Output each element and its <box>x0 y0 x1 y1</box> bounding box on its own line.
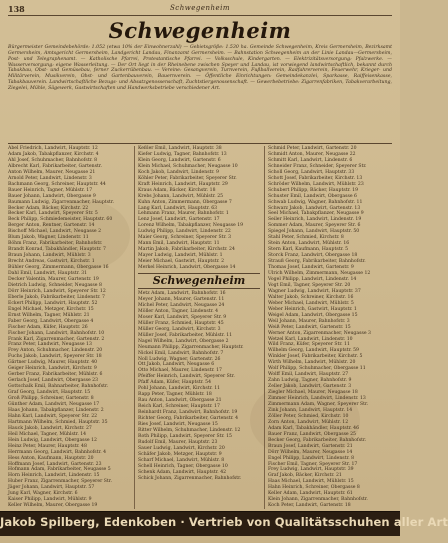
head-rule <box>8 15 392 16</box>
directory-entry: Dietrich Ludwig, Schneider, Neugasse 8 <box>8 282 102 288</box>
page-title: Schwegenheim <box>108 18 292 43</box>
directory-entry: Gottschalk Emil, Bahnarbeiter, Bahnhofstr. <box>8 384 109 390</box>
directory-entry: Klein Michael, Schuhmacher, Neugasse 10 <box>138 163 238 169</box>
directory-entry: Otto Michael, Maurer, Lindenstr. 17 <box>138 368 222 374</box>
directory-entry: Wolf Philipp, Schuhmacher, Obergasse 11 <box>268 366 366 372</box>
directory-entry: Ries Josef, Landwirt, Neugasse 15 <box>138 421 218 427</box>
running-head: Schwegenheim <box>169 4 231 12</box>
directory-entry: Schäfer Jakob, Metzger, Hauptstr. 9 <box>138 451 222 457</box>
directory-entry: Zink Johann, Landwirt, Hauptstr. 14 <box>268 407 353 413</box>
directory-entry: Rapp Peter, Tagner, Mühlstr. 18 <box>138 392 212 398</box>
directory-entry: Günther Adam, Landwirt, Neugasse 17 <box>8 401 100 407</box>
directory-entry: Pfeiffer Heinrich, Landwirt, Speyerer Str. <box>138 374 235 380</box>
directory-entry: Wolff Emil, Landwirt, Hauptstr. 27 <box>268 372 349 378</box>
directory-entry: Hauck Jakob, Landwirt, Kirchstr. 27 <box>8 425 92 431</box>
directory-entry: Bühler Georg, Zimmermann, Obergasse 16 <box>8 265 109 271</box>
directory-entry: Sommer Adam, Maurer, Speyerer Str. 6 <box>268 223 361 229</box>
directory-entry: Stern Karl, Kaufmann, Hauptstr. 5 <box>268 247 349 253</box>
directory-entry: Jäger Johann, Landwirt, Hauptstr. 57 <box>8 485 95 491</box>
directory-entry: Winkler Josef, Fabrikarbeiter, Kirchstr. 5 <box>268 354 363 360</box>
directory-entry: Bauer Johann, Landwirt, Obergasse 9 <box>8 193 96 199</box>
directory-entry: Zeller Jakob, Landwirt, Gartenstr. 3 <box>268 384 352 390</box>
directory-entry: Weiß Peter, Landwirt, Gartenstr. 15 <box>268 324 351 330</box>
directory-entry: Rau Anton, Landwirt, Obergasse 21 <box>138 398 222 404</box>
directory-entry: Weber Michael, Landwirt, Mühlstr. 5 <box>268 300 354 306</box>
directory-entry: Fischer Emil, Tagner, Speyerer Str. 17 <box>268 461 358 467</box>
directory-entry: Schuster Emil, Landwirt, Obergasse 6 <box>268 193 357 199</box>
directory-entry: Scholl Georg, Landwirt, Hauptstr. 33 <box>268 169 355 175</box>
directory-entry: Schenk Adam, Landwirt, Hauptstr. 42 <box>138 469 227 475</box>
directory-entry: Spiegel Johann, Landwirt, Hauptstr. 50 <box>268 229 360 235</box>
directory-entry: Braun Josef, Landwirt, Gartenstr. 21 <box>268 443 353 449</box>
directory-entry: Schubert Philipp, Bäcker, Hauptstr. 19 <box>268 187 359 193</box>
directory-entry: Heinz Peter, Maurer, Hauptstr. 48 <box>8 443 87 449</box>
directory-entry: Stein Anton, Landwirt, Mühlstr. 16 <box>268 241 350 247</box>
directory-entry: Hess Anton, Kaufmann, Hauptstr. 20 <box>8 455 94 461</box>
intro-rule <box>8 143 392 144</box>
directory-entry: Vogel Philipp, Landwirt, Lindenstr. 14 <box>268 276 357 282</box>
directory-entry: Zimmer Heinrich, Landwirt, Lindenstr. 13 <box>268 396 366 402</box>
directory-entry: Schwarz Jakob, Landwirt, Gartenstr. 13 <box>268 205 361 211</box>
directory-entry: Kiefer Ludwig, Tagner, Bahnhofstr. 13 <box>138 151 227 157</box>
directory-entry: Frey Anton, Schuhmacher, Lindenstr. 20 <box>8 348 103 354</box>
column-3 <box>268 146 390 509</box>
directory-entry: Fischer Johann, Landwirt, Bahnhofstr. 10 <box>8 330 105 336</box>
directory-entry: Schott Josef, Fabrikarbeiter, Kirchstr. 13 <box>268 175 363 181</box>
directory-entry: Frey Ludwig, Landwirt, Hauptstr. 39 <box>268 467 354 473</box>
directory-entry: Lenz Josef, Landwirt, Gartenstr. 17 <box>138 217 220 223</box>
directory-entry: Nagel Wilhelm, Landwirt, Obergasse 2 <box>138 338 229 344</box>
directory-entry: Gerber Franz, Fabrikarbeiter, Mühlstr. 6 <box>8 372 103 378</box>
advertisement-text: Jakob Spilberg, Edenkoben · Vertrieb von Qualitätsschuhen aller Art <box>0 515 448 529</box>
directory-entry: Gerlach Josef, Landwirt, Obergasse 23 <box>8 378 99 384</box>
directory-entry: Krebs Johann, Landwirt, Mühlstr. 25 <box>138 193 224 199</box>
directory-entry: Vogt Emil, Tagner, Speyerer Str. 20 <box>268 282 351 288</box>
directory-entry: Beck Philipp, Schmiedemeister, Hauptstr. 60 <box>8 217 113 223</box>
directory-entry: Lang Karl, Landwirt, Hauptstr. 63 <box>138 205 218 211</box>
directory-entry: Kaiser Philipp, Landwirt, Mühlstr. 9 <box>8 497 92 503</box>
directory-entry: Decker Valentin, Maurer, Gartenstr. 19 <box>8 276 99 282</box>
directory-entry: Bauer Heinrich, Tagner, Mühlstr. 17 <box>8 187 93 193</box>
directory-entry: Ahl Josef, Schuhmacher, Bahnhofstr. 8 <box>8 157 98 163</box>
directory-entry: Roth Philipp, Landwirt, Speyerer Str. 15 <box>138 433 232 439</box>
directory-entry: Hofmann Adam, Fabrikarbeiter, Neugasse 5 <box>8 467 111 473</box>
directory-entry: Müller Josef, Fabrikarbeiter, Mühlstr. 11 <box>138 332 233 338</box>
directory-entry: Merkel Heinrich, Landwirt, Obergasse 14 <box>138 265 236 271</box>
directory-entry: Maier Georg, Schreiner, Speyerer Str. 3 <box>138 235 232 241</box>
directory-entry: Ritter Wilhelm, Schuhmacher, Lindenstr. 12 <box>138 427 241 433</box>
directory-entry: Berger Anton, Rentner, Gartenstr. 14 <box>8 223 95 229</box>
intro-paragraph: Bürgermeister Gemeindebehörde: 1.052 (etwa 10% der Einwohnerzahl) — Gebietsgröße: 1.530 ha. Gemeinde Schwegenheim, Kreis Germersheim, Bezirksamt Germersheim, Amtsgericht Germersheim, Landgericht Landau, Finanzamt Germersheim. — Bahnstation Schwegenheim an der Linie Landau—Germersheim, Post- und Telegraphenamt. — Katholische Pfarrei, Protestantische Pfarrei. — Volksschule, Kindergarten. — Elektrizitätsversorgung: Pfalzwerke. — Wasserversorgung: eigene Wasserleitung. — Der Ort liegt in der Rheinebene zwischen Speyer und Landau, ist vorwiegend landwirtschaftlich, bekannt durch Tabakbau, Obst- und Gemüsebau, ferner Zuckerrübenbau. — Vereine: Gesangverein, Turnverein, Fußballverein, Radfahrerverein, Feuerwehr, Krieger- und Militärverein, Musikverein, Obst- und Gartenbauverein, Bauernverein. — Öffentliche Einrichtungen: Gemeindekanzlei, Sparkasse, Raiffeisenkasse, Tabakbauverein. Landwirtschaftliche Bezugs- und Absatzgenossenschaft, Zuchtstiergenossenschaft. — Gewerbebetriebe: Zigarrenfabriken, Tabakverarbeitung, Ziegelei, Mühle, Sägewerk, Gastwirtschaften und Handwerksbetriebe verschiedener Art. <box>8 45 392 91</box>
directory-entry: Horn Heinrich, Landwirt, Lindenstr. 15 <box>8 473 100 479</box>
directory-entry: Seel Michael, Tabakpflanzer, Neugasse 9 <box>268 211 364 217</box>
directory-entry: Reich Karl, Schreiner, Hauptstr. 17 <box>138 404 220 410</box>
directory-entry: Pfaff Adam, Küfer, Hauptstr. 54 <box>138 380 211 386</box>
directory-entry: Eckert Philipp, Landwirt, Hauptstr. 52 <box>8 300 98 306</box>
column-divider <box>264 146 265 509</box>
section-heading: Schwegenheim <box>138 273 260 289</box>
directory-entry: Becker Adam, Bäcker, Kirchstr. 22 <box>8 205 89 211</box>
directory-entry: Ott Jakob, Landwirt, Neugasse 6 <box>138 362 215 368</box>
directory-entry: Ulrich Wilhelm, Zimmermann, Neugasse 12 <box>268 271 371 277</box>
directory-entry: Kuhn Anton, Zimmermann, Obergasse 7 <box>138 199 232 205</box>
directory-entry: Brecht Andreas, Gastwirt, Kirchstr. 1 <box>8 259 95 265</box>
directory-entry: Haas Michael, Landwirt, Mühlstr. 15 <box>268 479 354 485</box>
directory-entry: Koch Jakob, Landwirt, Lindenstr. 9 <box>138 169 219 175</box>
directory-entry: Gärtner Ludwig, Maurer, Hauptstr. 40 <box>8 360 98 366</box>
directory-entry: Storck Franz, Landwirt, Obergasse 18 <box>268 253 358 259</box>
directory-entry: Lehmann Franz, Maurer, Bahnhofstr. 1 <box>138 211 229 217</box>
directory-entry: Kraus Adam, Bäcker, Kirchstr. 18 <box>138 187 216 193</box>
directory-entry: Huber Franz, Zigarrenmacher, Speyerer Str. <box>8 479 112 485</box>
directory-entry: Müller Franz, Schmied, Hauptstr. 45 <box>138 320 224 326</box>
directory-entry: Weigel Adam, Landwirt, Obergasse 15 <box>268 312 358 318</box>
directory-entry: Thomas Josef, Landwirt, Gartenstr. 9 <box>268 265 354 271</box>
directory-entry: Weil Johann, Maurer, Bahnhofstr. 3 <box>268 318 350 324</box>
directory-entry: Strauß Georg, Fabrikarbeiter, Bahnhofstr. <box>268 259 366 265</box>
directory-entry: Sauer Ludwig, Landwirt, Kirchstr. 20 <box>138 445 225 451</box>
directory-entry: Schell Heinrich, Tagner, Obergasse 10 <box>138 463 228 469</box>
directory-entry: Stahl Peter, Schmied, Kirchstr. 8 <box>268 235 344 241</box>
directory-entry: Brandt Konrad, Tabakhändler, Hauptstr. 7 <box>8 247 106 253</box>
directory-entry: Haas Johann, Tabakpflanzer, Lindenstr. 2 <box>8 407 104 413</box>
directory-entry: Groß Philipp, Schreiner, Gartenstr. 8 <box>8 396 94 402</box>
directory-entry: Nickel Emil, Landwirt, Bahnhofstr. 7 <box>138 350 224 356</box>
directory-entry: Arnold Peter, Landwirt, Lindenstr. 3 <box>8 175 92 181</box>
directory-entry: Herrmann Georg, Landwirt, Bahnhofstr. 4 <box>8 449 107 455</box>
column-1 <box>8 146 130 509</box>
directory-entry: Hartmann Wilhelm, Schmied, Hauptstr. 35 <box>8 419 108 425</box>
directory-entry: Weber Heinrich, Gastwirt, Hauptstr. 1 <box>268 306 357 312</box>
directory-entry: Scharf Michael, Landwirt, Mühlstr. 8 <box>138 457 225 463</box>
directory-entry: Hein Ludwig, Landwirt, Obergasse 12 <box>8 437 97 443</box>
directory-entry: Engel Philipp, Landwirt, Lindenstr. 8 <box>268 455 355 461</box>
directory-entry: Adam Jakob, Tabakpflanzer, Kirchstr. 4 <box>8 151 99 157</box>
directory-entry: Kraft Heinrich, Landwirt, Hauptstr. 29 <box>138 181 228 187</box>
directory-entry: Bachmann Georg, Schreiner, Hauptstr. 44 <box>8 181 106 187</box>
directory-entry: Neumann Philipp, Zigarrenmacher, Hauptstr. <box>138 344 244 350</box>
directory-entry: Graf Georg, Landwirt, Hauptstr. 15 <box>8 390 91 396</box>
directory-entry: Dörr Heinrich, Landwirt, Speyerer Str. 12 <box>8 288 106 294</box>
directory-entry: Wirth Wilhelm, Landwirt, Mühlstr. 20 <box>268 360 356 366</box>
directory-entry: Noll Ludwig, Wagner, Gartenstr. 26 <box>138 356 221 362</box>
directory-entry: Moser Karl, Landwirt, Speyerer Str. 9 <box>138 314 227 320</box>
directory-entry: Schmid Peter, Landwirt, Gartenstr. 20 <box>268 146 357 151</box>
directory-entry: Rudolf Emil, Maurer, Hauptstr. 23 <box>138 439 218 445</box>
directory-entry: Dahl Emil, Landwirt, Hauptstr. 31 <box>8 271 88 277</box>
column-divider <box>134 146 135 509</box>
directory-entry: Schmitt Karl, Landwirt, Lindenstr. 6 <box>268 157 353 163</box>
directory-entry: Bischoff Michael, Landwirt, Neugasse 2 <box>8 229 102 235</box>
directory-entry: Graf Jakob, Bäcker, Kirchstr. 21 <box>268 473 342 479</box>
directory-entry: Schmidt Anton, Maurer, Neugasse 22 <box>268 151 356 157</box>
directory-entry: Zahn Ludwig, Tagner, Bahnhofstr. 9 <box>268 378 352 384</box>
directory-entry: Wild Franz, Küfer, Speyerer Str. 11 <box>268 342 350 348</box>
directory-entry: Geiger Heinrich, Landwirt, Kirchstr. 9 <box>8 366 97 372</box>
directory-entry: Ludwig Philipp, Landwirt, Lindenstr. 22 <box>138 229 231 235</box>
directory-entry: Zorn Anton, Landwirt, Mühlstr. 12 <box>268 419 349 425</box>
directory-entry: Abel Friedrich, Landwirt, Hauptstr. 12 <box>8 146 98 151</box>
directory-entry: Keller Wilhelm, Maurer, Obergasse 19 <box>8 503 98 509</box>
directory-entry: Hahn Karl, Landwirt, Speyerer Str. 22 <box>8 413 98 419</box>
directory-entry: Keller Adam, Landwirt, Hauptstr. 61 <box>268 491 353 497</box>
directory-entry: Müller Georg, Landwirt, Kirchstr. 3 <box>138 326 221 332</box>
directory-entry: Richter Georg, Fabrikarbeiter, Gartenstr. 4 <box>138 416 238 422</box>
directory-entry: Zöller Peter, Schmied, Kirchstr. 10 <box>268 413 349 419</box>
directory-entry: Meier Michael, Gastwirt, Hauptstr. 2 <box>138 259 225 265</box>
directory-entry: Pohl Johann, Landwirt, Kirchstr. 11 <box>138 386 221 392</box>
directory-entry: Ziegler Michael, Maurer, Neugasse 18 <box>268 390 358 396</box>
directory-entry: Ernst Wilhelm, Tagner, Mühlstr. 21 <box>8 312 90 318</box>
directory-entry: Schröder Wilhelm, Landwirt, Mühlstr. 23 <box>268 181 364 187</box>
directory-entry: Bauer Franz, Landwirt, Obergasse 25 <box>268 431 356 437</box>
directory-entry: Klein Georg, Landwirt, Gartenstr. 6 <box>138 157 221 163</box>
directory-entry: Jung Karl, Wagner, Kirchstr. 6 <box>8 491 78 497</box>
directory-entry: Köhler Peter, Fabrikarbeiter, Speyerer Str. <box>138 175 237 181</box>
directory-entry: Dörr Wilhelm, Maurer, Neugasse 14 <box>268 449 353 455</box>
directory-entry: Frank Karl, Zigarrenmacher, Gartenstr. 2 <box>8 336 105 342</box>
directory-entry: Baumann Ludwig, Zigarrenmacher, Hauptstr. <box>8 199 114 205</box>
directory-entry: Blum Jakob, Wagner, Lindenstr. 11 <box>8 235 89 241</box>
directory-entry: Schwab Ludwig, Wagner, Bahnhofstr. 11 <box>268 199 363 205</box>
directory-entry: Becker Karl, Landwirt, Speyerer Str. 5 <box>8 211 98 217</box>
column-2 <box>138 146 260 509</box>
directory-entry: Meyer Johann, Maurer, Gartenstr. 11 <box>138 296 225 302</box>
directory-entry: Seiler Heinrich, Landwirt, Lindenstr. 19 <box>268 217 362 223</box>
directory-entry: Adam Karl, Tabakhändler, Hauptstr. 46 <box>268 425 360 431</box>
directory-entry: Werner Anton, Zigarrenmacher, Neugasse 3 <box>268 330 371 336</box>
directory-entry: Reinhardt Franz, Landwirt, Bahnhofstr. 19 <box>138 410 238 416</box>
directory-entry: Wagner Ludwig, Landwirt, Hauptstr. 37 <box>268 288 361 294</box>
directory-entry: Schick Johann, Zigarrenmacher, Bahnhofstr. <box>138 475 242 481</box>
directory-entry: Fuchs Jakob, Landwirt, Speyerer Str. 18 <box>8 354 102 360</box>
directory-entry: Eberle Jakob, Fabrikarbeiter, Lindenstr. 7 <box>8 294 105 300</box>
directory-entry: Fischer Adam, Küfer, Hauptstr. 26 <box>8 324 88 330</box>
directory-entry: Heil Michael, Tagner, Mühlstr. 14 <box>8 431 87 437</box>
directory-entry: Böhm Franz, Fabrikarbeiter, Bahnhofstr. <box>8 241 103 247</box>
page-number: 138 <box>8 4 25 14</box>
directory-entry: Braun Johann, Landwirt, Mühlstr. 3 <box>8 253 91 259</box>
directory-entry: Wetzel Karl, Landwirt, Lindenstr. 10 <box>268 336 353 342</box>
directory-entry: Engel Michael, Metzger, Kirchstr. 15 <box>8 306 94 312</box>
directory-entry: Zimmermann Adam, Wagner, Speyerer Str. <box>268 401 369 407</box>
directory-entry: Walter Jakob, Schreiner, Kirchstr. 16 <box>268 294 354 300</box>
directory-entry: Schneider Franz, Schneider, Speyerer Str. <box>268 163 367 169</box>
directory-entry: Anton Wilhelm, Maurer, Neugasse 21 <box>8 169 96 175</box>
directory-entry: Metz Adam, Landwirt, Bahnhofstr. 16 <box>138 291 226 297</box>
directory-entry: Michel Peter, Landwirt, Neugasse 24 <box>138 302 225 308</box>
directory-entry: Hahn Heinrich, Schreiner, Obergasse 8 <box>268 485 360 491</box>
directory-entry: Klein Johann, Zigarrenmacher, Bahnhofstr. <box>268 497 368 503</box>
directory-entry: Wilhelm Georg, Landwirt, Hauptstr. 59 <box>268 348 359 354</box>
directory-entry: Mayer Ludwig, Landwirt, Mühlstr. 1 <box>138 253 223 259</box>
directory-entry: Faber Georg, Landwirt, Obergasse 4 <box>8 318 94 324</box>
directory-entry: Franz Peter, Landwirt, Neugasse 13 <box>8 342 92 348</box>
directory-entry: Keßler Emil, Landwirt, Hauptstr. 38 <box>138 146 222 151</box>
directory-entry: Hoffmann Josef, Landwirt, Gartenstr. 23 <box>8 461 102 467</box>
directory-entry: Lorenz Wilhelm, Tabakpflanzer, Neugasse 19 <box>138 223 244 229</box>
directory-entry: Albrecht Karl, Fabrikarbeiter, Gartenstr. <box>8 163 102 169</box>
directory-entry: Koch Peter, Landwirt, Gartenstr. 18 <box>268 503 351 509</box>
directory-entry: Mann Emil, Landwirt, Hauptstr. 11 <box>138 241 220 247</box>
directory-entry: Becker Georg, Fabrikarbeiter, Bahnhofstr. <box>268 437 367 443</box>
directory-entry: Möller Anton, Tagner, Lindenstr. 4 <box>138 308 219 314</box>
directory-entry: Martin Jakob, Fabrikarbeiter, Kirchstr. 24 <box>138 247 235 253</box>
